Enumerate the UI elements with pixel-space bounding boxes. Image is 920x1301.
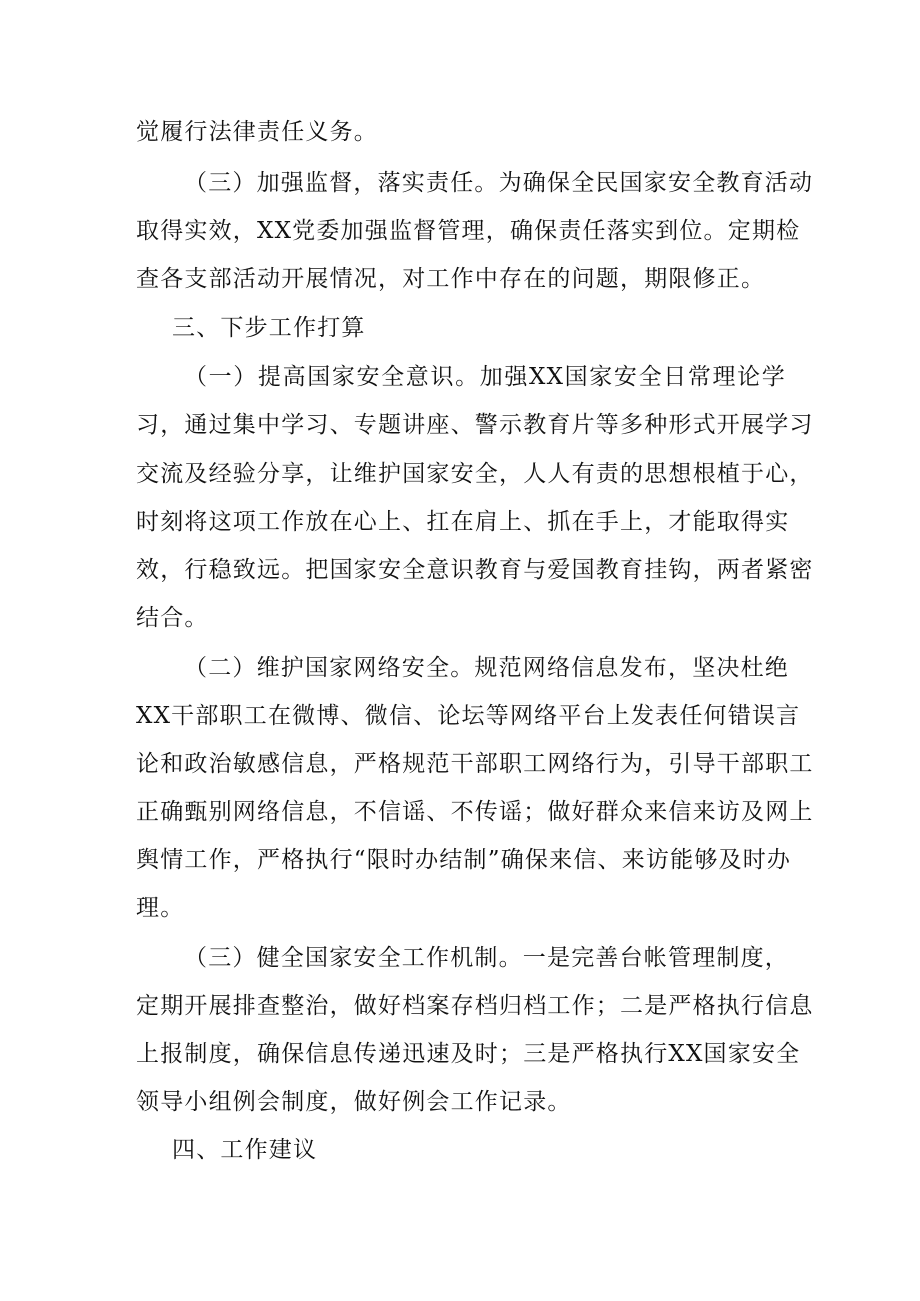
section-heading-next-steps: 三、下步工作打算 <box>172 315 366 341</box>
paragraph-awareness-line-6: 结合。 <box>136 605 209 631</box>
paragraph-supervision: （三）加强监督，落实责任。为确保全民国家安全教育活动 <box>184 170 814 196</box>
paragraph-mechanism-line-4: 领导小组例会制度，做好例会工作记录。 <box>136 1089 572 1115</box>
paragraph-awareness: （一）提高国家安全意识。加强XX国家安全日常理论学 <box>184 364 786 390</box>
paragraph-awareness-line-2: 习，通过集中学习、专题讲座、警示教育片等多种形式开展学习 <box>136 412 814 438</box>
paragraph-mechanism-line-3: 上报制度，确保信息传递迅速及时；三是严格执行XX国家安全 <box>136 1041 801 1067</box>
paragraph-network-security-line-4: 正确甄别网络信息，不信谣、不传谣；做好群众来信来访及网上 <box>136 799 814 825</box>
paragraph-network-security-line-5: 舆情工作，严格执行“限时办结制”确保来信、来访能够及时办 <box>136 847 792 873</box>
section-heading-suggestions: 四、工作建议 <box>172 1137 318 1163</box>
paragraph-network-security: （二）维护国家网络安全。规范网络信息发布，坚决杜绝 <box>184 655 789 681</box>
paragraph-mechanism-line-2: 定期开展排查整治，做好档案存档归档工作；二是严格执行信息 <box>136 993 814 1019</box>
paragraph-supervision-line-3: 查各支部活动开展情况，对工作中存在的问题，期限修正。 <box>136 266 766 292</box>
paragraph-awareness-line-3: 交流及经验分享，让维护国家安全，人人有责的思想根植于心， <box>136 461 814 487</box>
paragraph-awareness-line-4: 时刻将这项工作放在心上、扛在肩上、抓在手上，才能取得实 <box>136 509 790 535</box>
paragraph-network-security-line-6: 理。 <box>136 895 185 921</box>
paragraph-network-security-line-2: XX干部职工在微博、微信、论坛等网络平台上发表任何错误言 <box>136 703 801 729</box>
paragraph-supervision-line-2: 取得实效，XX党委加强监督管理，确保责任落实到位。定期检 <box>136 218 801 244</box>
text-line-continuation: 觉履行法律责任义务。 <box>136 119 378 145</box>
paragraph-awareness-line-5: 效，行稳致远。把国家安全意识教育与爱国教育挂钩，两者紧密 <box>136 557 814 583</box>
paragraph-network-security-line-3: 论和政治敏感信息，严格规范干部职工网络行为，引导干部职工 <box>136 751 814 777</box>
paragraph-mechanism: （三）健全国家安全工作机制。一是完善台帐管理制度， <box>184 945 789 971</box>
